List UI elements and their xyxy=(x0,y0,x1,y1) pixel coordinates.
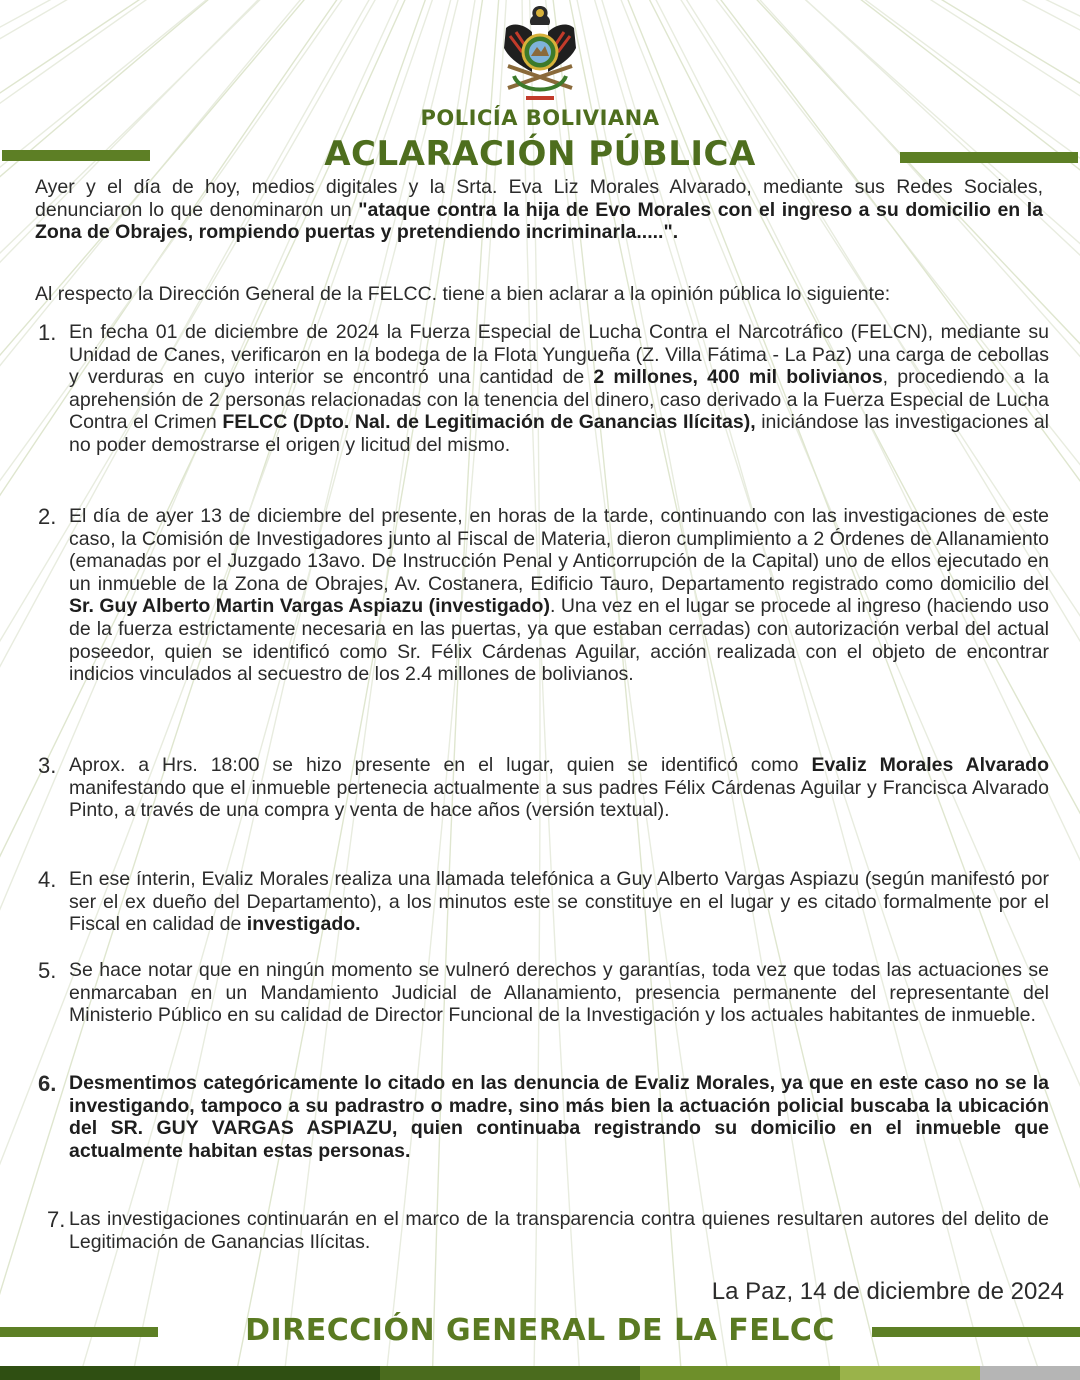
item-number: 1. xyxy=(38,320,57,345)
item-text-part: . Una vez en el lugar se procede al ingreso (haciendo uso de la fuerza estrictamente necesaria en las puertas, ya que estaban cerradas) con autorización verbal del actual poseedor, quien se identificó como Sr. Félix Cárdenas Aguilar, acción realizada con el objeto de encontrar indicios vinculados al secuestro de los 2.4 millones de bolivianos. xyxy=(69,595,1050,686)
item-text-bold: 2 millones, 400 mil bolivianos xyxy=(593,366,883,389)
item-number: 2. xyxy=(38,504,57,529)
item-text xyxy=(69,868,1049,936)
item-text-part: En fecha 01 de diciembre de 2024 la Fuerza Especial de Lucha Contra el Narcotráfico (FELCN), mediante su Unidad de Canes, verificaron en la bodega de la Flota Yungueña (Z. Villa Fátima - La Paz) una carga de cebollas y verduras en cuyo interior se encontró una cantidad de xyxy=(69,321,1049,389)
item-text-bold: Sr. Guy Alberto Martin Vargas Aspiazu (investigado) xyxy=(69,595,550,618)
police-coat-of-arms-icon xyxy=(500,2,580,108)
intro-quote: "ataque contra la hija de Evo Morales con el ingreso a su domicilio en la Zona de Obrajes, rompiendo puertas y pretendiendo incriminarla.....". xyxy=(35,198,1044,244)
organization-name: POLICÍA BOLIVIANA xyxy=(420,106,660,130)
page-title: ACLARACIÓN PÚBLICA xyxy=(324,134,756,174)
decorative-line xyxy=(0,0,520,27)
item-text-bold: investigado. xyxy=(246,913,361,936)
intro-text: Ayer y el día de hoy, medios digitales y la Srta. Eva Liz Morales Alvarado, mediante sus Redes Sociales, denunciaron lo que denominaron un xyxy=(35,176,1043,221)
band-segment xyxy=(980,1366,1080,1380)
item-text xyxy=(69,505,1049,686)
footer-color-band xyxy=(0,1366,1080,1380)
date-line: La Paz, 14 de diciembre de 2024 xyxy=(711,1278,1064,1305)
item-number: 7. xyxy=(47,1207,66,1232)
item-text: Las investigaciones continuarán en el marco de la transparencia contra quienes resultaren autores del delito de Legitimación de Ganancias Ilícitas. xyxy=(69,1208,1049,1253)
item-number: 5. xyxy=(38,958,57,983)
item-text-part: , procediendo a la aprehensión de 2 personas relacionadas con la tenencia del dinero, caso derivado a la Fuerza Especial de Lucha Contra el Crimen xyxy=(69,366,1050,434)
decorative-line xyxy=(520,0,1080,27)
item-text-bold: FELCC (Dpto. Nal. de Legitimación de Ganancias Ilícitas), xyxy=(222,411,756,434)
item-text-part: En ese ínterin, Evaliz Morales realiza una llamada telefónica a Guy Alberto Vargas Aspiazu (según manifestó por ser el ex dueño del Departamento), a los minutos este se constituye en el lugar y es citado formalmente por el Fiscal en calidad de xyxy=(69,868,1049,936)
item-number: 3. xyxy=(38,753,57,778)
item-text-part: Aprox. a Hrs. 18:00 se hizo presente en el lugar, quien se identificó como xyxy=(69,754,812,776)
band-segment xyxy=(0,1366,380,1380)
item-number: 6. xyxy=(38,1071,57,1096)
intro-paragraph xyxy=(35,176,1043,244)
item-text: Se hace notar que en ningún momento se vulneró derechos y garantías, toda vez que todas las actuaciones se enmarcaban en un Mandamiento Judicial de Allanamiento, presencia permanente del representante del Ministerio Público en su calidad de Director Funcional de la Investigación y los actuales habitantes de inmueble. xyxy=(69,959,1049,1027)
item-text-part: manifestando que el inmueble pertenecia actualmente a sus padres Félix Cárdenas Aguilar y Francisca Alvarado Pinto, a través de una compra y venta de hace años (versión textual). xyxy=(69,776,1049,822)
signature-title: DIRECCIÓN GENERAL DE LA FELCC xyxy=(245,1313,835,1348)
item-text xyxy=(69,321,1049,457)
statement-paragraph: Al respecto la Dirección General de la FELCC. tiene a bien aclarar a la opinión pública lo siguiente: xyxy=(35,283,891,305)
item-text-part: El día de ayer 13 de diciembre del presente, en horas de la tarde, continuando con las investigaciones de este caso, la Comisión de Investigadores junto al Fiscal de Materia, dieron cumplimiento a 2 Órdenes de Allanamiento (emanadas por el Juzgado 13avo. De Instrucción Penal y Anticorrupción de la Capital) uno de ellos ejecutado en un inmueble de la Zona de Obrajes, Av. Costanera, Edificio Tauro, Departamento registrado como domicilio del xyxy=(69,505,1049,595)
item-text-part: iniciándose las investigaciones al no poder demostrarse el origen y licitud del mismo. xyxy=(69,411,1049,456)
item-number: 4. xyxy=(38,867,57,892)
item-text xyxy=(69,754,1049,822)
band-segment xyxy=(640,1366,840,1380)
item-text-bold: Evaliz Morales Alvarado xyxy=(811,754,1049,776)
item-text: Desmentimos categóricamente lo citado en las denuncia de Evaliz Morales, ya que en este caso no se la investigando, tampoco a su padrastro o madre, sino más bien la actuación policial buscaba la ubicación del SR. GUY VARGAS ASPIAZU, quien continuaba registrando su domicilio en el inmueble que actualmente habitan estas personas. xyxy=(69,1072,1049,1162)
band-segment xyxy=(380,1366,640,1380)
band-segment xyxy=(840,1366,980,1380)
